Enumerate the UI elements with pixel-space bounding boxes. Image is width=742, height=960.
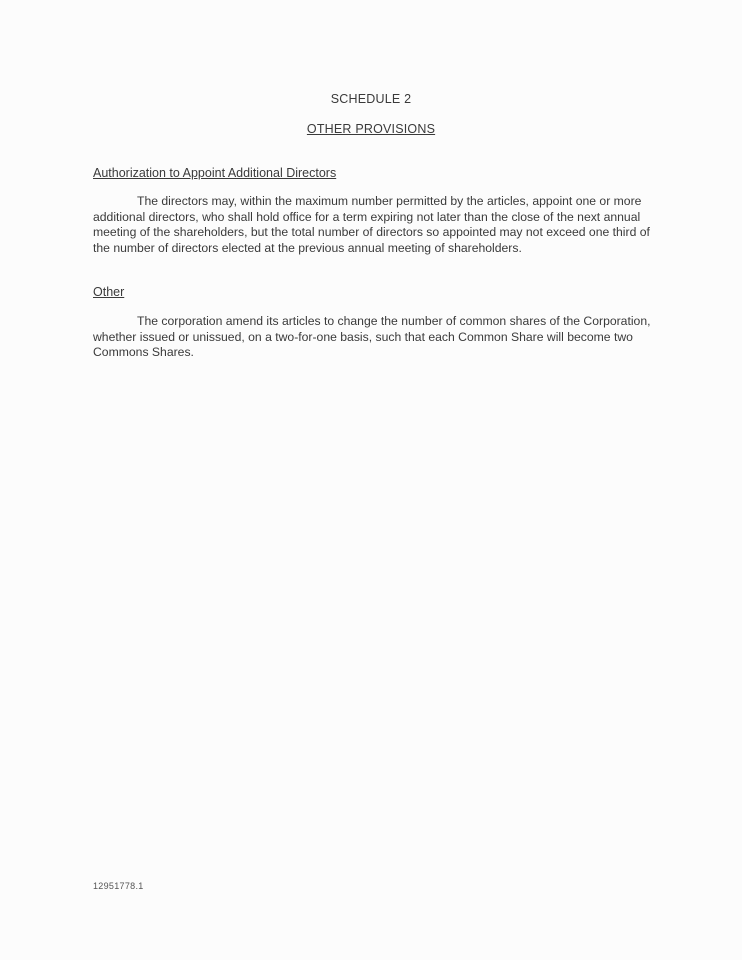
document-id-footer: 12951778.1 xyxy=(93,881,144,891)
section-heading-authorization: Authorization to Appoint Additional Directors xyxy=(93,166,337,180)
section-body-authorization: The directors may, within the maximum number permitted by the articles, appoint one or more additional directors, who shall hold office for a term expiring not later than the close of the next annual meeting of the shareholders, but the total number of directors so appointed may not exceed one third of the number of directors elected at the previous annual meeting of shareholders. xyxy=(93,194,650,255)
section-body-other: The corporation amend its articles to change the number of common shares of the Corporation, whether issued or unissued, on a two-for-one basis, such that each Common Share will become two Commons Shares. xyxy=(93,314,651,359)
document-title: SCHEDULE 2 xyxy=(330,92,412,106)
document-subtitle: OTHER PROVISIONS xyxy=(306,122,436,136)
section-heading-other: Other xyxy=(93,285,125,299)
